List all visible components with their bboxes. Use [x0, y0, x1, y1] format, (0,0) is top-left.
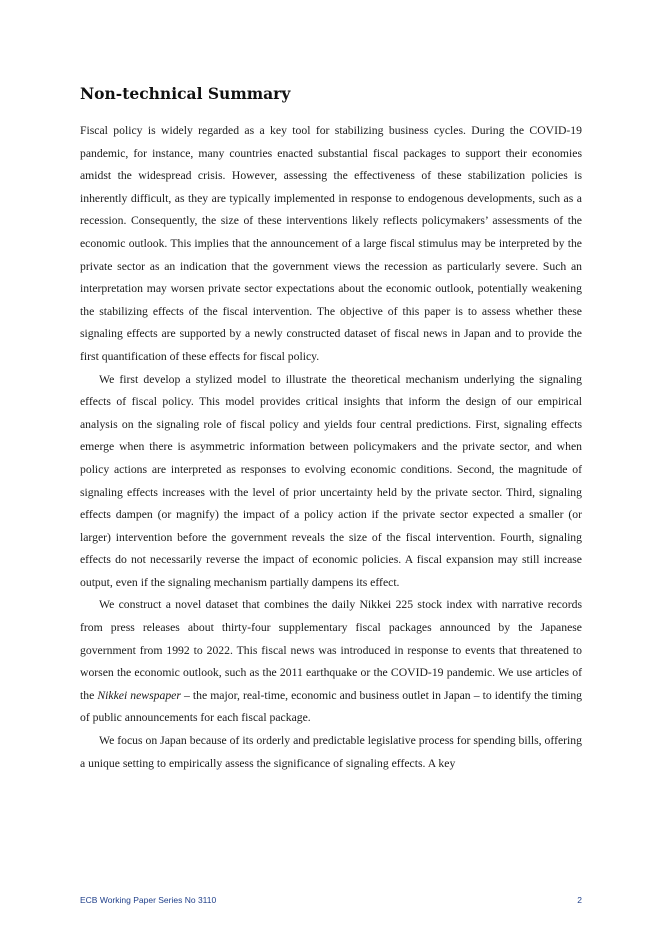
footer-page-number: 2: [577, 895, 582, 905]
paragraph-3: [80, 594, 582, 730]
paragraph-1-text: Fiscal policy is widely regarded as a key tool for stabilizing business cycles. During the COVID-19 pandemic, for instance, many countries enacted substantial fiscal packages to support their economies amidst the widespread crisis. However, assessing the effectiveness of these stabilization policies is inherently difficult, as they are typically implemented in response to endogenous developments, such as a recession. Consequently, the size of these interventions likely reflects policymakers’ assessments of the economic outlook. This implies that the announcement of a large fiscal stimulus may be interpreted by the private sector as an indication that the government views the recession as particularly severe. Such an interpretation may worsen private sector expectations about the economic outlook, potentially weakening the stabilizing effects of the fiscal intervention. The objective of this paper is to assess whether these signaling effects are supported by a newly constructed dataset of fiscal news in Japan and to provide the first quantification of these effects for fiscal policy.: [80, 124, 582, 363]
footer-series-label: ECB Working Paper Series No 3110: [80, 895, 217, 905]
paragraph-3-publication-name: Nikkei newspaper: [97, 688, 181, 702]
paragraph-2: [80, 369, 582, 595]
paragraph-3-text-b: – the major, real-time, economic and business outlet in Japan – to identify the timing of public announcements for each fiscal package.: [80, 688, 583, 725]
section-title: Non-technical Summary: [80, 84, 291, 103]
paragraph-2-text: We first develop a stylized model to illustrate the theoretical mechanism underlying the signaling effects of fiscal policy. This model provides critical insights that inform the design of our empirical analysis on the signaling role of fiscal policy and yields four central predictions. First, signaling effects emerge when there is asymmetric information between policymakers and the private sector, and when policy actions are interpreted as responses to evolving economic conditions. Second, the magnitude of signaling effects increases with the level of prior uncertainty held by the private sector. Third, signaling effects dampen (or magnify) the impact of a policy action if the private sector expected a smaller (or larger) intervention before the government reveals the size of the fiscal intervention. Fourth, signaling effects do not necessarily reverse the impact of economic policies. A fiscal expansion may still increase output, even if the signaling mechanism partially dampens its effect.: [80, 372, 582, 589]
paragraph-4: [80, 730, 582, 775]
paragraph-4-text: We focus on Japan because of its orderly and predictable legislative process for spending bills, offering a unique setting to empirically assess the significance of signaling effects. A key: [80, 734, 582, 770]
page-footer: [80, 895, 582, 905]
paragraph-3-text-a: We construct a novel dataset that combines the daily Nikkei 225 stock index with narrative records from press releases about thirty-four supplementary fiscal packages announced by the Japanese government from 1992 to 2022. This fiscal news was introduced in response to events that threatened to worsen the economic outlook, such as the 2011 earthquake or the COVID-19 pandemic. We use articles of the: [80, 598, 582, 702]
paragraph-1: [80, 120, 582, 369]
summary-body: [80, 120, 582, 775]
